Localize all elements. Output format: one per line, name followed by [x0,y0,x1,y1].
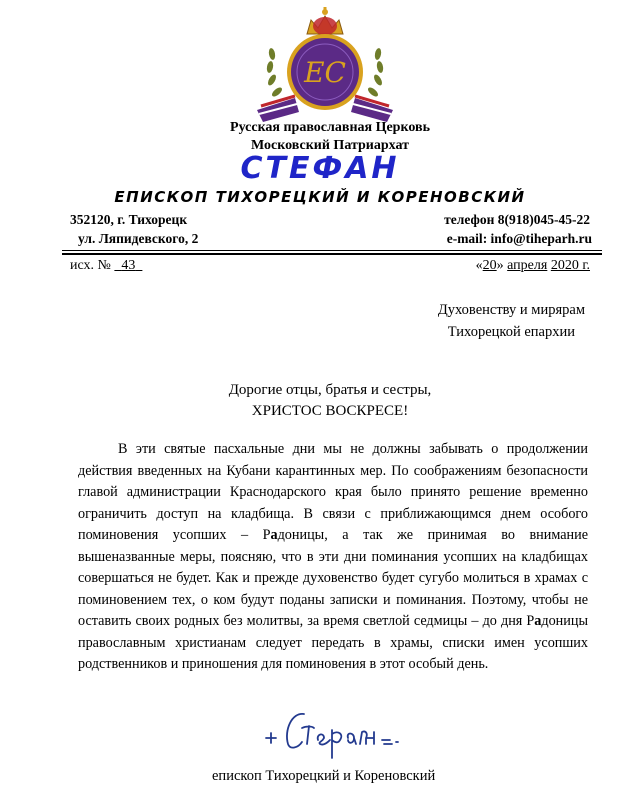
stress-mark-2: а [534,613,542,629]
signoff-title: епископ Тихорецкий и Кореновский [212,768,436,784]
address-city: 352120, г. Тихорецк [70,212,188,227]
letter-date [476,258,590,274]
date-day: 20 [482,258,497,273]
bishop-name: СТЕФАН [240,151,400,186]
header-divider-thick [62,253,602,255]
stress-mark-1: а [270,527,278,543]
greeting-line-2: ХРИСТОС ВОСКРЕСЕ! [251,403,409,419]
ref-prefix: исх. № [70,258,111,273]
diocese-crest-logo [255,6,395,124]
date-year: 2020 г. [550,258,590,273]
date-month: апреля [507,258,548,273]
recipient-line-2: Тихорецкой епархии [447,324,575,340]
crest-monogram: ЕС [304,56,346,89]
email-address: e-mail: info@tiheparh.ru [446,231,592,246]
ref-number: 43 [121,258,136,273]
letter-body: В эти святые пасхальные дни мы не должны забывать о продолжении действия введенных на Кубани карантинных мер. По соображениям безопасности главой администрации Краснодарского края было принято решение временно ограничить доступ на кладбища. В связи с приближающимся днем особого поминовения усопших – Радоницы, а так же принимая во внимание вышеназванные меры, поясняю, что в эти дни поминания усопших на кладбищах совершаться не будет. Как и прежде духовенство будет сугубо молиться в храмах с поминовением тех, о ком будут поданы записки и поминания. Поэтому, чтобы не оставить своих родных без молитвы, за время светлой седмицы – до дня Радоницы православным христианам следует передать в храмы, списки имен усопших родственников и приношения для поминовения в этот особый день. [78,441,588,672]
recipient-line-1: Духовенству и мирярам [437,302,585,318]
date-close-quote: » [496,258,504,273]
address-street: ул. Ляпидевского, 2 [78,231,199,246]
greeting-line-1: Дорогие отцы, братья и сестры, [228,382,432,398]
church-name: Русская православная Церковь [230,120,430,135]
patriarchate-name: Московский Патриархат [251,138,409,153]
outgoing-number [70,258,142,274]
phone-number: телефон 8(918)045-45-22 [444,212,590,227]
handwritten-signature [262,700,422,760]
bishop-title: ЕПИСКОП ТИХОРЕЦКИЙ И КОРЕНОВСКИЙ [114,188,526,206]
date-open-quote: « [475,258,483,273]
header-divider-thin [62,250,602,251]
